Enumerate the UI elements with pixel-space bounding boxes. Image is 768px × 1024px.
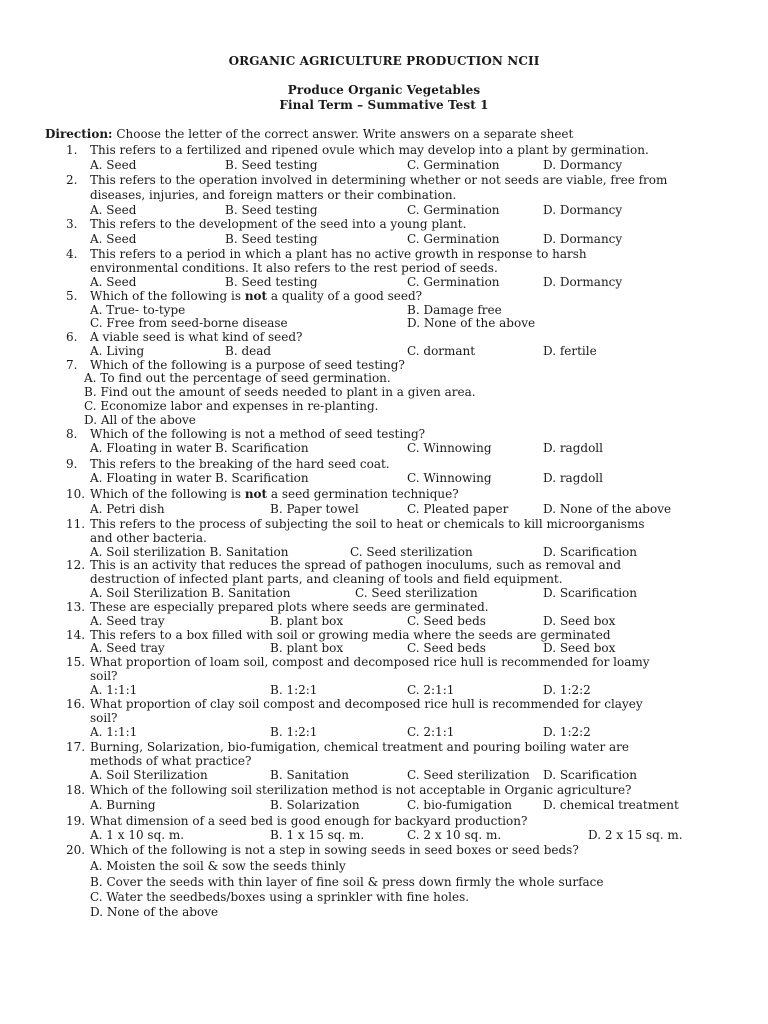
option-a-b: A. Soil sterilization B. Sanitation [90, 545, 289, 559]
question-13: 13. These are especially prepared plots where seeds are germinated. [66, 600, 489, 614]
option-b: B. Seed testing [225, 158, 318, 172]
question-5: 5. Which of the following is not a quality of a good seed? [66, 289, 423, 303]
direction-label: Direction: [45, 127, 113, 141]
test-name: Final Term – Summative Test 1 [279, 98, 489, 112]
option-b: B. Seed testing [225, 203, 318, 217]
option-a: A. 1 x 10 sq. m. [90, 828, 185, 842]
question-4-continued: environmental conditions. It also refers to the rest period of seeds. [90, 261, 498, 275]
option-a: A. Seed [90, 158, 137, 172]
option-b: B. Sanitation [270, 768, 349, 782]
option-c: C. Germination [407, 203, 500, 217]
option-a: A. Seed tray [90, 614, 165, 628]
option-c: C. Germination [407, 158, 500, 172]
option-b: B. Seed testing [225, 232, 318, 246]
option-d: D. Dormancy [543, 203, 623, 217]
option-a: A. Seed [90, 232, 137, 246]
question-15-continued: soil? [90, 669, 118, 683]
option-d: D. Scarification [543, 768, 637, 782]
option-c: C. 2 x 10 sq. m. [407, 828, 502, 842]
option-b: B. Damage free [407, 303, 502, 317]
option-a-b: A. Floating in water B. Scarification [90, 471, 309, 485]
option-a: A. Moisten the soil & sow the seeds thinly [90, 859, 346, 873]
option-c: C. Pleated paper [407, 502, 509, 516]
option-a: A. Seed [90, 275, 137, 289]
option-c: C. Water the seedbeds/boxes using a sprinkler with fine holes. [90, 890, 470, 904]
option-c: C. Germination [407, 232, 500, 246]
option-a: A. Seed [90, 203, 137, 217]
document-title: ORGANIC AGRICULTURE PRODUCTION NCII [228, 54, 540, 68]
question-7: 7. Which of the following is a purpose of seed testing? [66, 358, 405, 372]
option-b: B. Paper towel [270, 502, 359, 516]
option-a: A. Living [90, 344, 145, 358]
question-18: 18. Which of the following soil sterilization method is not acceptable in Organic agriculture? [66, 783, 632, 797]
question-14: 14. This refers to a box filled with soil or growing media where the seeds are germinated [66, 628, 611, 642]
option-d: D. Dormancy [543, 158, 623, 172]
option-d: D. None of the above [90, 905, 219, 919]
option-d: D. None of the above [407, 316, 536, 330]
option-a: A. 1:1:1 [90, 725, 138, 739]
option-a: A. 1:1:1 [90, 683, 138, 697]
question-2-continued: diseases, injuries, and foreign matters or their combination. [90, 188, 457, 202]
question-9: 9. This refers to the breaking of the hard seed coat. [66, 457, 390, 471]
option-c: C. Germination [407, 275, 500, 289]
option-a: A. Seed tray [90, 641, 165, 655]
option-d: D. ragdoll [543, 471, 603, 485]
question-19: 19. What dimension of a seed bed is good enough for backyard production? [66, 814, 528, 828]
option-c: C. 2:1:1 [407, 725, 455, 739]
question-11-continued: and other bacteria. [90, 531, 207, 545]
question-12-continued: destruction of infected plant parts, and cleaning of tools and field equipment. [90, 572, 563, 586]
question-16-continued: soil? [90, 711, 118, 725]
question-10: 10. Which of the following is not a seed germination technique? [66, 487, 459, 501]
option-d: D. None of the above [543, 502, 672, 516]
question-2: 2. This refers to the operation involved in determining whether or not seeds are viable, free from [66, 173, 668, 187]
question-20: 20. Which of the following is not a step in sowing seeds in seed boxes or seed beds? [66, 843, 579, 857]
option-c: C. Winnowing [407, 441, 492, 455]
option-c: C. Economize labor and expenses in re-planting. [84, 399, 379, 413]
option-c: C. Free from seed-borne disease [90, 316, 288, 330]
option-c: C. Seed beds [407, 641, 486, 655]
option-a: A. Petri dish [90, 502, 165, 516]
question-16: 16. What proportion of clay soil compost and decomposed rice hull is recommended for clayey [66, 697, 643, 711]
option-d: D. Seed box [543, 614, 616, 628]
question-6: 6. A viable seed is what kind of seed? [66, 330, 303, 344]
question-11: 11. This refers to the process of subjecting the soil to heat or chemicals to kill microorganisms [66, 517, 645, 531]
option-a: A. Soil Sterilization [90, 768, 208, 782]
question-3: 3. This refers to the development of the seed into a young plant. [66, 217, 467, 231]
direction-text [45, 127, 573, 141]
question-17: 17. Burning, Solarization, bio-fumigation, chemical treatment and pouring boiling water are [66, 740, 630, 754]
option-c: C. 2:1:1 [407, 683, 455, 697]
question-8: 8. Which of the following is not a method of seed testing? [66, 427, 426, 441]
question-12: 12. This is an activity that reduces the spread of pathogen inoculums, such as removal and [66, 558, 622, 572]
option-b: B. Seed testing [225, 275, 318, 289]
option-d: D. chemical treatment [543, 798, 679, 812]
option-d: D. 1:2:2 [543, 725, 591, 739]
question-15: 15. What proportion of loam soil, compost and decomposed rice hull is recommended for loamy [66, 655, 650, 669]
option-d: D. Dormancy [543, 232, 623, 246]
option-a: A. To find out the percentage of seed germination. [84, 371, 391, 385]
option-d: D. Seed box [543, 641, 616, 655]
option-d: D. fertile [543, 344, 597, 358]
option-d: D. Scarification [543, 545, 637, 559]
question-4: 4. This refers to a period in which a plant has no active growth in response to harsh [66, 247, 587, 261]
option-c: C. Seed sterilization [350, 545, 473, 559]
option-c: C. bio-fumigation [407, 798, 513, 812]
question-1: 1. This refers to a fertilized and ripened ovule which may develop into a plant by germination. [66, 143, 649, 157]
option-b: B. Find out the amount of seeds needed to plant in a given area. [84, 385, 476, 399]
option-d: D. 2 x 15 sq. m. [588, 828, 683, 842]
option-d: D. ragdoll [543, 441, 603, 455]
option-d: D. Scarification [543, 586, 637, 600]
option-a: A. True- to-type [90, 303, 186, 317]
option-b: B. Solarization [270, 798, 360, 812]
option-b: B. plant box [270, 614, 344, 628]
option-a-b: A. Soil Sterilization B. Sanitation [90, 586, 291, 600]
option-a-b: A. Floating in water B. Scarification [90, 441, 309, 455]
option-c: C. Seed sterilization [355, 586, 478, 600]
option-b: B. 1:2:1 [270, 725, 318, 739]
option-b: B. dead [225, 344, 272, 358]
option-b: B. 1 x 15 sq. m. [270, 828, 365, 842]
option-a: A. Burning [90, 798, 156, 812]
option-c: C. Winnowing [407, 471, 492, 485]
option-c: C. Seed beds [407, 614, 486, 628]
direction-body: Choose the letter of the correct answer. Write answers on a separate sheet [112, 127, 574, 141]
option-c: C. dormant [407, 344, 476, 358]
option-b: B. Cover the seeds with thin layer of fine soil & press down firmly the whole surface [90, 875, 604, 889]
question-17-continued: methods of what practice? [90, 754, 252, 768]
option-b: B. plant box [270, 641, 344, 655]
option-c: C. Seed sterilization [407, 768, 530, 782]
option-d: D. 1:2:2 [543, 683, 591, 697]
option-d: D. All of the above [84, 413, 196, 427]
option-d: D. Dormancy [543, 275, 623, 289]
document-subtitle: Produce Organic Vegetables [287, 83, 481, 97]
option-b: B. 1:2:1 [270, 683, 318, 697]
